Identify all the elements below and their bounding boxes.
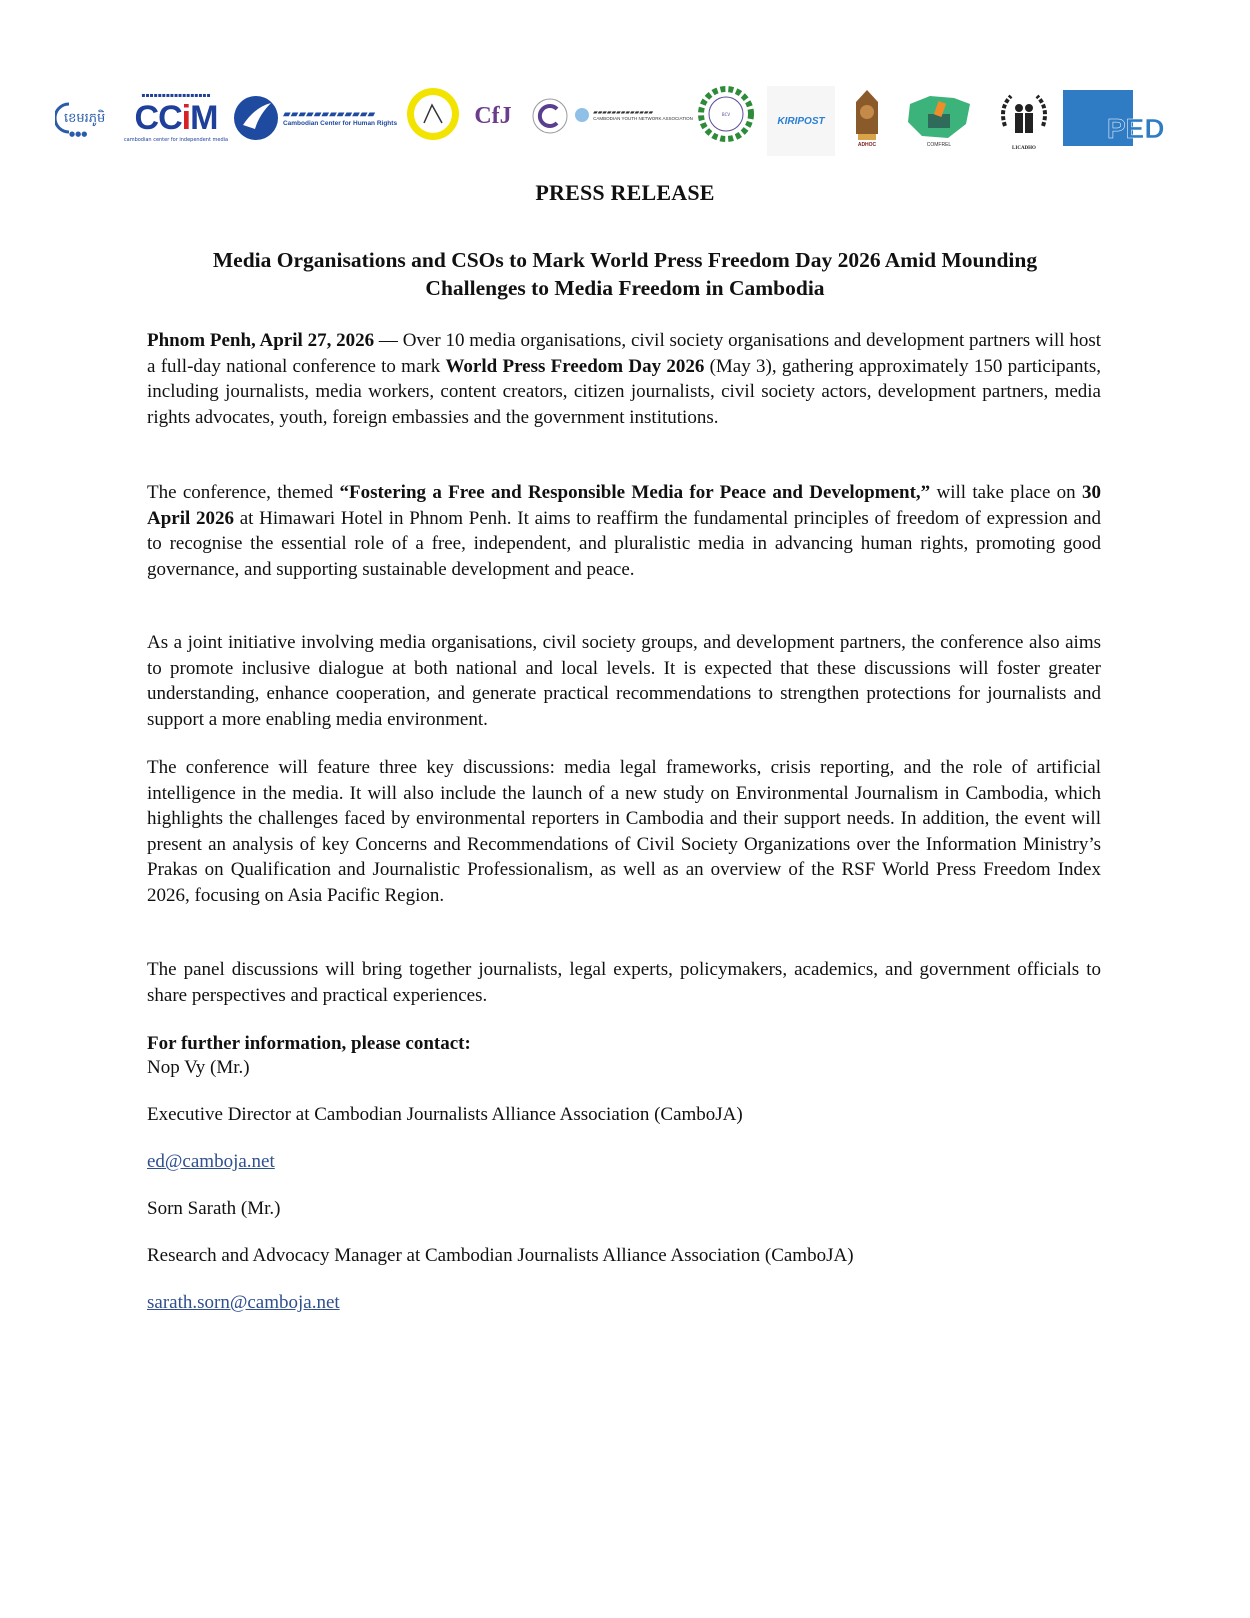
logo-ccim: ▪▪▪▪▪▪▪▪▪▪▪▪▪▪▪▪▪ CCiM cambodian center for independent media [123, 91, 229, 143]
partner-logos-row [55, 82, 1195, 162]
svg-text:●●●: ●●● [69, 130, 88, 138]
initiative-text: As a joint initiative involving media organisations, civil society groups, and development partners, the conference also aims to promote inclusive dialogue at both national and local levels. It is expected that these discussions will foster greater understanding, enhance cooperation, and generate practical recommendations to strengthen protections for journalists and support a more enabling media environment. [147, 632, 1101, 730]
panel-text: The panel discussions will bring together journalists, legal experts, policymakers, academics, and government officials to share perspectives and practical experiences. [147, 959, 1101, 1006]
logo-cambodian-youth-network: ▰▰▰▰▰▰▰▰▰▰▰▰▰ CAMBODIAN YOUTH NETWORK ASSOCIATION [571, 100, 696, 130]
logo-adhoc: ADHOC [845, 82, 889, 154]
contact-1-name: Nop Vy (Mr.) [147, 1057, 250, 1078]
theme-text-a: The conference, themed [147, 482, 340, 503]
headline-line-2: Challenges to Media Freedom in Cambodia [425, 276, 825, 300]
dash: — [374, 330, 403, 351]
svg-text:BCV: BCV [721, 112, 731, 117]
theme-text-b: will take place on [930, 482, 1082, 503]
logo-khmer-times [55, 94, 113, 142]
contact-heading: For further information, please contact: [147, 1033, 471, 1054]
logo-comfrel: COMFREL [903, 86, 975, 152]
conference-theme: “Fostering a Free and Responsible Media for Peace and Development,” [339, 482, 931, 503]
logo-ccc [530, 96, 570, 136]
logo-cfj: CfJ [474, 102, 512, 129]
theme-text-c: at Himawari Hotel in Phnom Penh. It aims to reaffirm the fundamental principles of freedom of expression and to recognise the essential role of a free, independent, and pluralistic media in advancing human rights, promoting good governance, and supporting sustainable development and peace. [147, 507, 1101, 580]
paragraph-initiative [147, 630, 1101, 732]
svg-text:PED: PED [1107, 113, 1165, 144]
paragraph-discussions [147, 755, 1101, 909]
logo-kiripost: KIRIPOST [767, 86, 835, 156]
logo-licadho: LICADHO [993, 82, 1055, 154]
intro-text-b: (May 3), gathering approximately 150 participants, including journalists, media workers, content creators, citizen journalists, civil society actors, development partners, media rights advocates, youth, foreign embassies and the government institutions. [147, 355, 1101, 428]
paragraph-theme [147, 480, 1101, 582]
svg-text:ខេមរភូមិ: ខេមរភូមិ [64, 111, 106, 126]
event-name: World Press Freedom Day 2026 [445, 355, 705, 377]
contact-2-role: Research and Advocacy Manager at Cambodian Journalists Alliance Association (CamboJA) [147, 1245, 854, 1266]
headline-line-1: Media Organisations and CSOs to Mark World Press Freedom Day 2026 Amid Mounding [212, 248, 1038, 272]
logo-ped [1063, 90, 1167, 146]
paragraph-intro [147, 328, 1101, 430]
logo-solidarity-circle [405, 86, 461, 142]
dateline: Phnom Penh, April 27, 2026 [147, 330, 375, 351]
contact-1-email-link[interactable]: ed@camboja.net [147, 1151, 275, 1172]
intro-text-a: Over 10 media organisations, civil society organisations and development partners will host a full-day national conference to mark [147, 330, 1101, 377]
conference-date: 30 April 2026 [147, 482, 1101, 529]
paragraph-panel [147, 957, 1101, 1008]
headline [140, 246, 1110, 302]
logo-building-community-voices [695, 86, 757, 142]
contact-1-role: Executive Director at Cambodian Journalists Alliance Association (CamboJA) [147, 1104, 743, 1125]
contact-2-email-link[interactable]: sarath.sorn@camboja.net [147, 1292, 340, 1313]
logo-cchr: ▰▰▰▰▰▰▰▰▰▰▰▰ Cambodian Center for Human Rights [230, 88, 400, 148]
page-title: PRESS RELEASE [535, 180, 715, 205]
discussions-text: The conference will feature three key discussions: media legal frameworks, crisis reporting, and the role of artificial intelligence in the media. It will also include the launch of a new study on Environmental Journalism in Cambodia, which highlights the challenges faced by environmental reporters in Cambodia and their support needs. In addition, the event will present an analysis of key Concerns and Recommendations of Civil Society Organizations over the Information Ministry’s Prakas on Qualification and Journalistic Professionalism, as well as an overview of the RSF World Press Freedom Index 2026, focusing on Asia Pacific Region. [147, 757, 1101, 906]
contact-2-name: Sorn Sarath (Mr.) [147, 1198, 281, 1219]
